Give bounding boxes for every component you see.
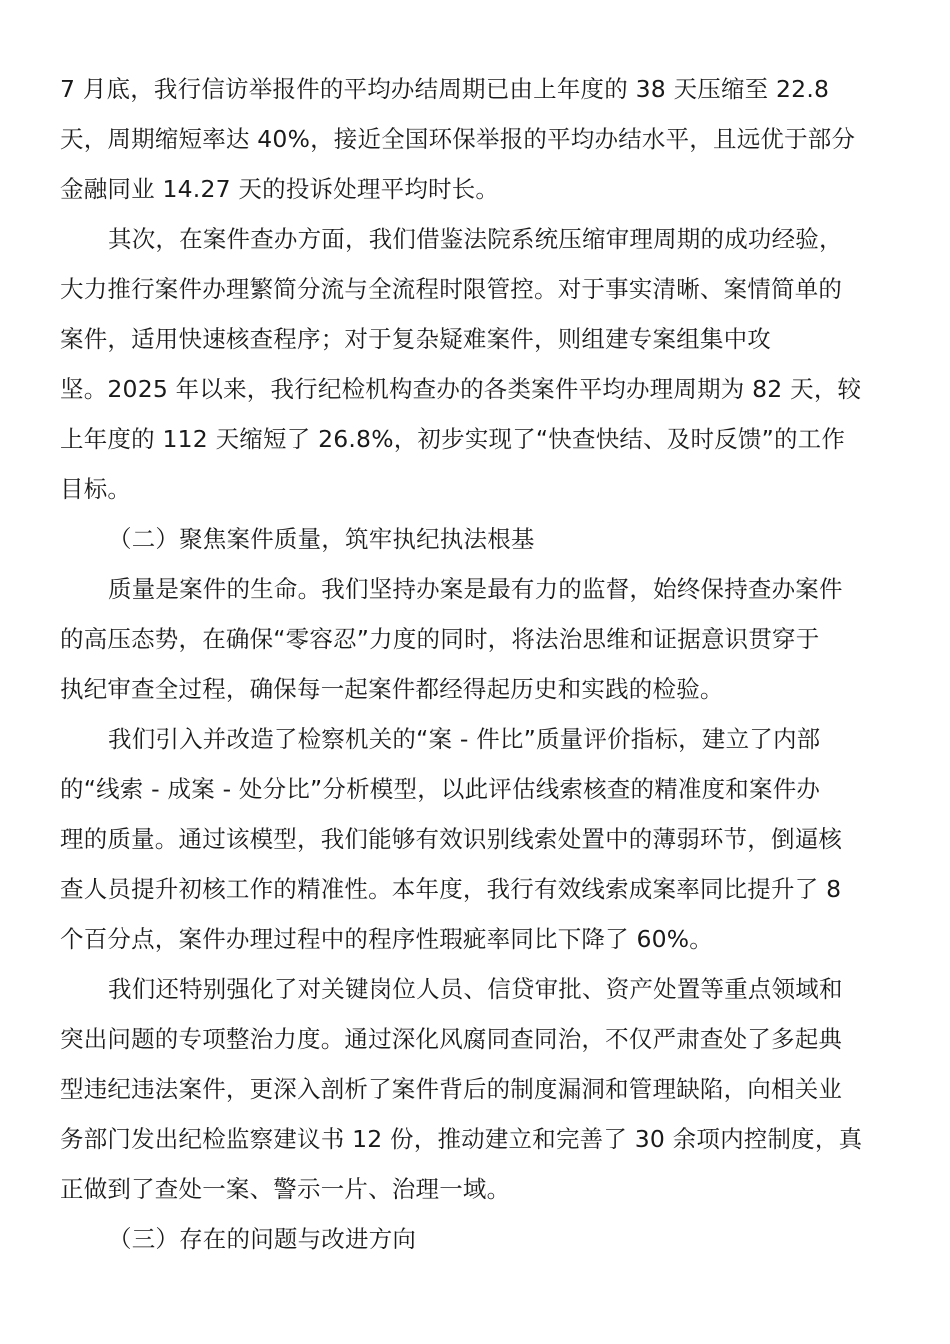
section-heading: （二）聚焦案件质量，筑牢执纪执法根基: [108, 525, 535, 553]
text-line: 目标。: [60, 475, 132, 503]
text-line: 的“线索 - 成案 - 处分比”分析模型，以此评估线索核查的精准度和案件办: [60, 775, 821, 803]
text-line: 大力推行案件办理繁简分流与全流程时限管控。对于事实清晰、案情简单的: [60, 275, 843, 303]
text-line: 执纪审查全过程，确保每一起案件都经得起历史和实践的检验。: [60, 675, 724, 703]
text-line: 上年度的 112 天缩短了 26.8%，初步实现了“快查快结、及时反馈”的工作: [60, 425, 846, 453]
text-line: 型违纪违法案件，更深入剖析了案件背后的制度漏洞和管理缺陷，向相关业: [60, 1075, 843, 1103]
text-line: 务部门发出纪检监察建议书 12 份，推动建立和完善了 30 余项内控制度，真: [60, 1125, 863, 1153]
text-line: 金融同业 14.27 天的投诉处理平均时长。: [60, 175, 500, 203]
text-line: 天，周期缩短率达 40%，接近全国环保举报的平均办结水平，且远优于部分: [60, 125, 856, 153]
text-line: 坚。2025 年以来，我行纪检机构查办的各类案件平均办理周期为 82 天，较: [60, 375, 862, 403]
text-line: 正做到了查处一案、警示一片、治理一域。: [60, 1175, 511, 1203]
paragraph-first-line: 质量是案件的生命。我们坚持办案是最有力的监督，始终保持查办案件: [108, 575, 843, 603]
text-line: 查人员提升初核工作的精准性。本年度，我行有效线索成案率同比提升了 8: [60, 875, 842, 903]
text-line: 个百分点，案件办理过程中的程序性瑕疵率同比下降了 60%。: [60, 925, 714, 953]
paragraph-first-line: 我们还特别强化了对关键岗位人员、信贷审批、资产处置等重点领域和: [108, 975, 843, 1003]
paragraph-first-line: 其次，在案件查办方面，我们借鉴法院系统压缩审理周期的成功经验，: [108, 225, 843, 253]
section-heading: （三）存在的问题与改进方向: [108, 1225, 417, 1253]
paragraph-first-line: 我们引入并改造了检察机关的“案 - 件比”质量评价指标，建立了内部: [108, 725, 821, 753]
text-line: 的高压态势，在确保“零容忍”力度的同时，将法治思维和证据意识贯穿于: [60, 625, 820, 653]
text-line: 理的质量。通过该模型，我们能够有效识别线索处置中的薄弱环节，倒逼核: [60, 825, 843, 853]
text-line: 案件，适用快速核查程序；对于复杂疑难案件，则组建专案组集中攻: [60, 325, 771, 353]
text-line: 突出问题的专项整治力度。通过深化风腐同查同治，不仅严肃查处了多起典: [60, 1025, 843, 1053]
text-line: 7 月底，我行信访举报件的平均办结周期已由上年度的 38 天压缩至 22.8: [60, 75, 830, 103]
